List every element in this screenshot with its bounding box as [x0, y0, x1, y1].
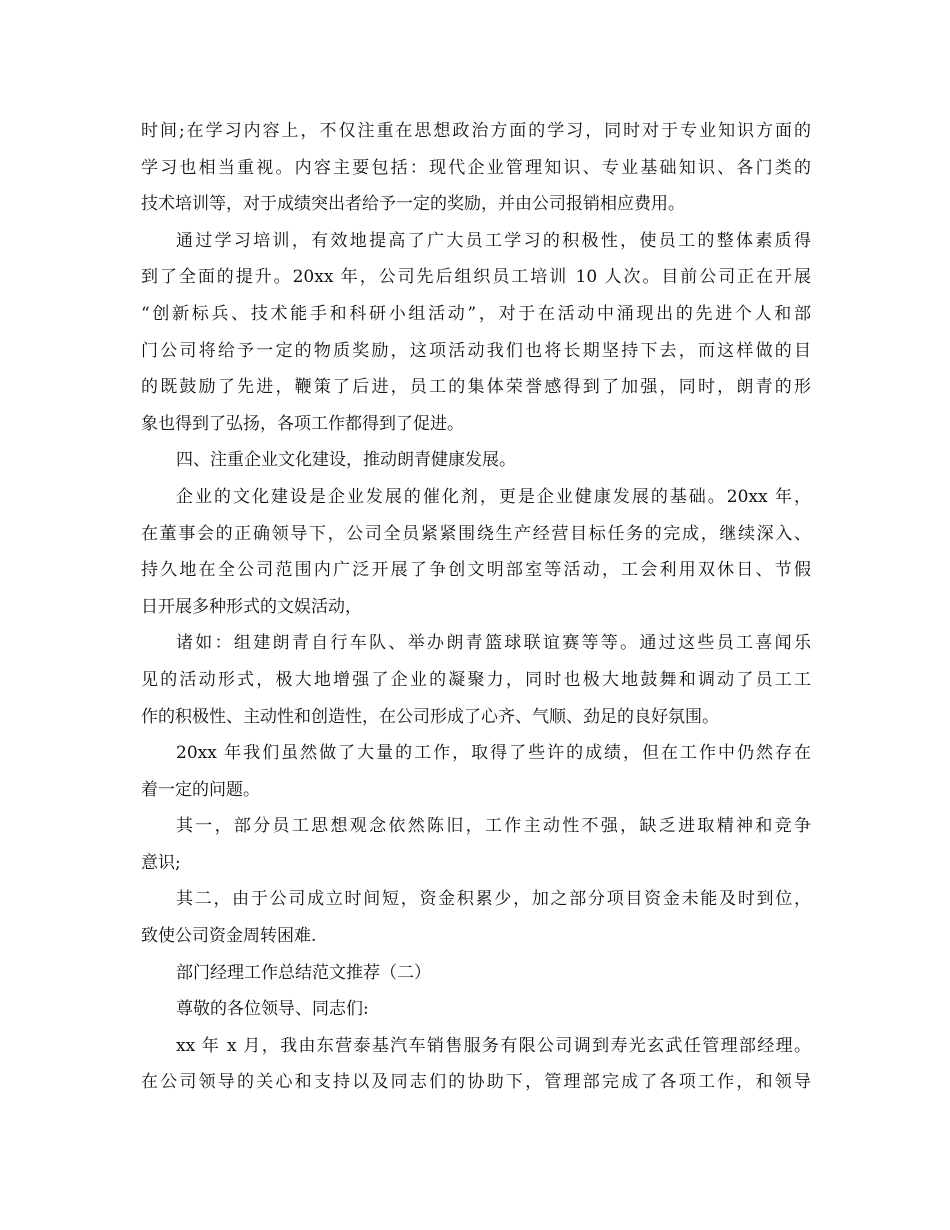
text-line: 通过学习培训，有效地提高了广大员工学习的积极性，使员工的整体素质得 — [176, 230, 811, 251]
text-line: 到了全面的提升。20xx 年，公司先后组织员工培训 10 人次。目前公司正在开展 — [141, 267, 811, 288]
text-line: 企业的文化建设是企业发展的催化剂，更是企业健康发展的基础。20xx 年， — [176, 486, 811, 507]
text-line: 学习也相当重视。内容主要包括：现代企业管理知识、专业基础知识、各门类的 — [141, 157, 811, 178]
text-line: 在董事会的正确领导下，公司全员紧紧围绕生产经营目标任务的完成，继续深入、 — [141, 523, 811, 544]
text-line: 持久地在全公司范围内广泛开展了争创文明部室等活动，工会利用双休日、节假 — [141, 560, 811, 581]
text-line: 诸如：组建朗青自行车队、举办朗青篮球联谊赛等等。通过这些员工喜闻乐 — [176, 633, 811, 654]
text-line: 部门经理工作总结范文推荐（二） — [176, 962, 431, 983]
text-line: 四、注重企业文化建设，推动朗青健康发展。 — [176, 450, 516, 471]
text-line: 技术培训等，对于成绩突出者给予一定的奖励，并由公司报销相应费用。 — [141, 194, 685, 215]
text-line: 见的活动形式，极大地增强了企业的凝聚力，同时也极大地鼓舞和调动了员工工 — [141, 669, 811, 690]
text-line: 其二，由于公司成立时间短，资金积累少，加之部分项目资金未能及时到位， — [176, 889, 811, 910]
text-line: 其一，部分员工思想观念依然陈旧，工作主动性不强，缺乏进取精神和竞争 — [176, 816, 811, 837]
text-line: 着一定的问题。 — [141, 779, 260, 800]
text-line: 象也得到了弘扬，各项工作都得到了促进。 — [141, 413, 464, 434]
text-line: 致使公司资金周转困难. — [141, 926, 317, 947]
text-line: 意识; — [141, 852, 181, 873]
text-line: 的既鼓励了先进，鞭策了后进，员工的集体荣誉感得到了加强，同时，朗青的形 — [141, 377, 811, 398]
document-body — [141, 113, 811, 1101]
text-line: “创新标兵、技术能手和科研小组活动”，对于在活动中涌现出的先进个人和部 — [141, 303, 811, 324]
text-line: xx 年 x 月，我由东营泰基汽车销售服务有限公司调到寿光玄武任管理部经理。 — [176, 1035, 811, 1056]
text-line: 门公司将给予一定的物质奖励，这项活动我们也将长期坚持下去，而这样做的目 — [141, 340, 811, 361]
text-line: 时间;在学习内容上，不仅注重在思想政治方面的学习，同时对于专业知识方面的 — [141, 121, 811, 141]
text-line: 尊敬的各位领导、同志们: — [176, 999, 369, 1020]
text-line: 作的积极性、主动性和创造性，在公司形成了心齐、气顺、劲足的良好氛围。 — [141, 706, 719, 727]
text-line: 在公司领导的关心和支持以及同志们的协助下，管理部完成了各项工作，和领导 — [141, 1072, 811, 1093]
text-line: 日开展多种形式的文娱活动， — [141, 596, 362, 617]
text-line: 20xx 年我们虽然做了大量的工作，取得了些许的成绩，但在工作中仍然存在 — [176, 743, 811, 764]
